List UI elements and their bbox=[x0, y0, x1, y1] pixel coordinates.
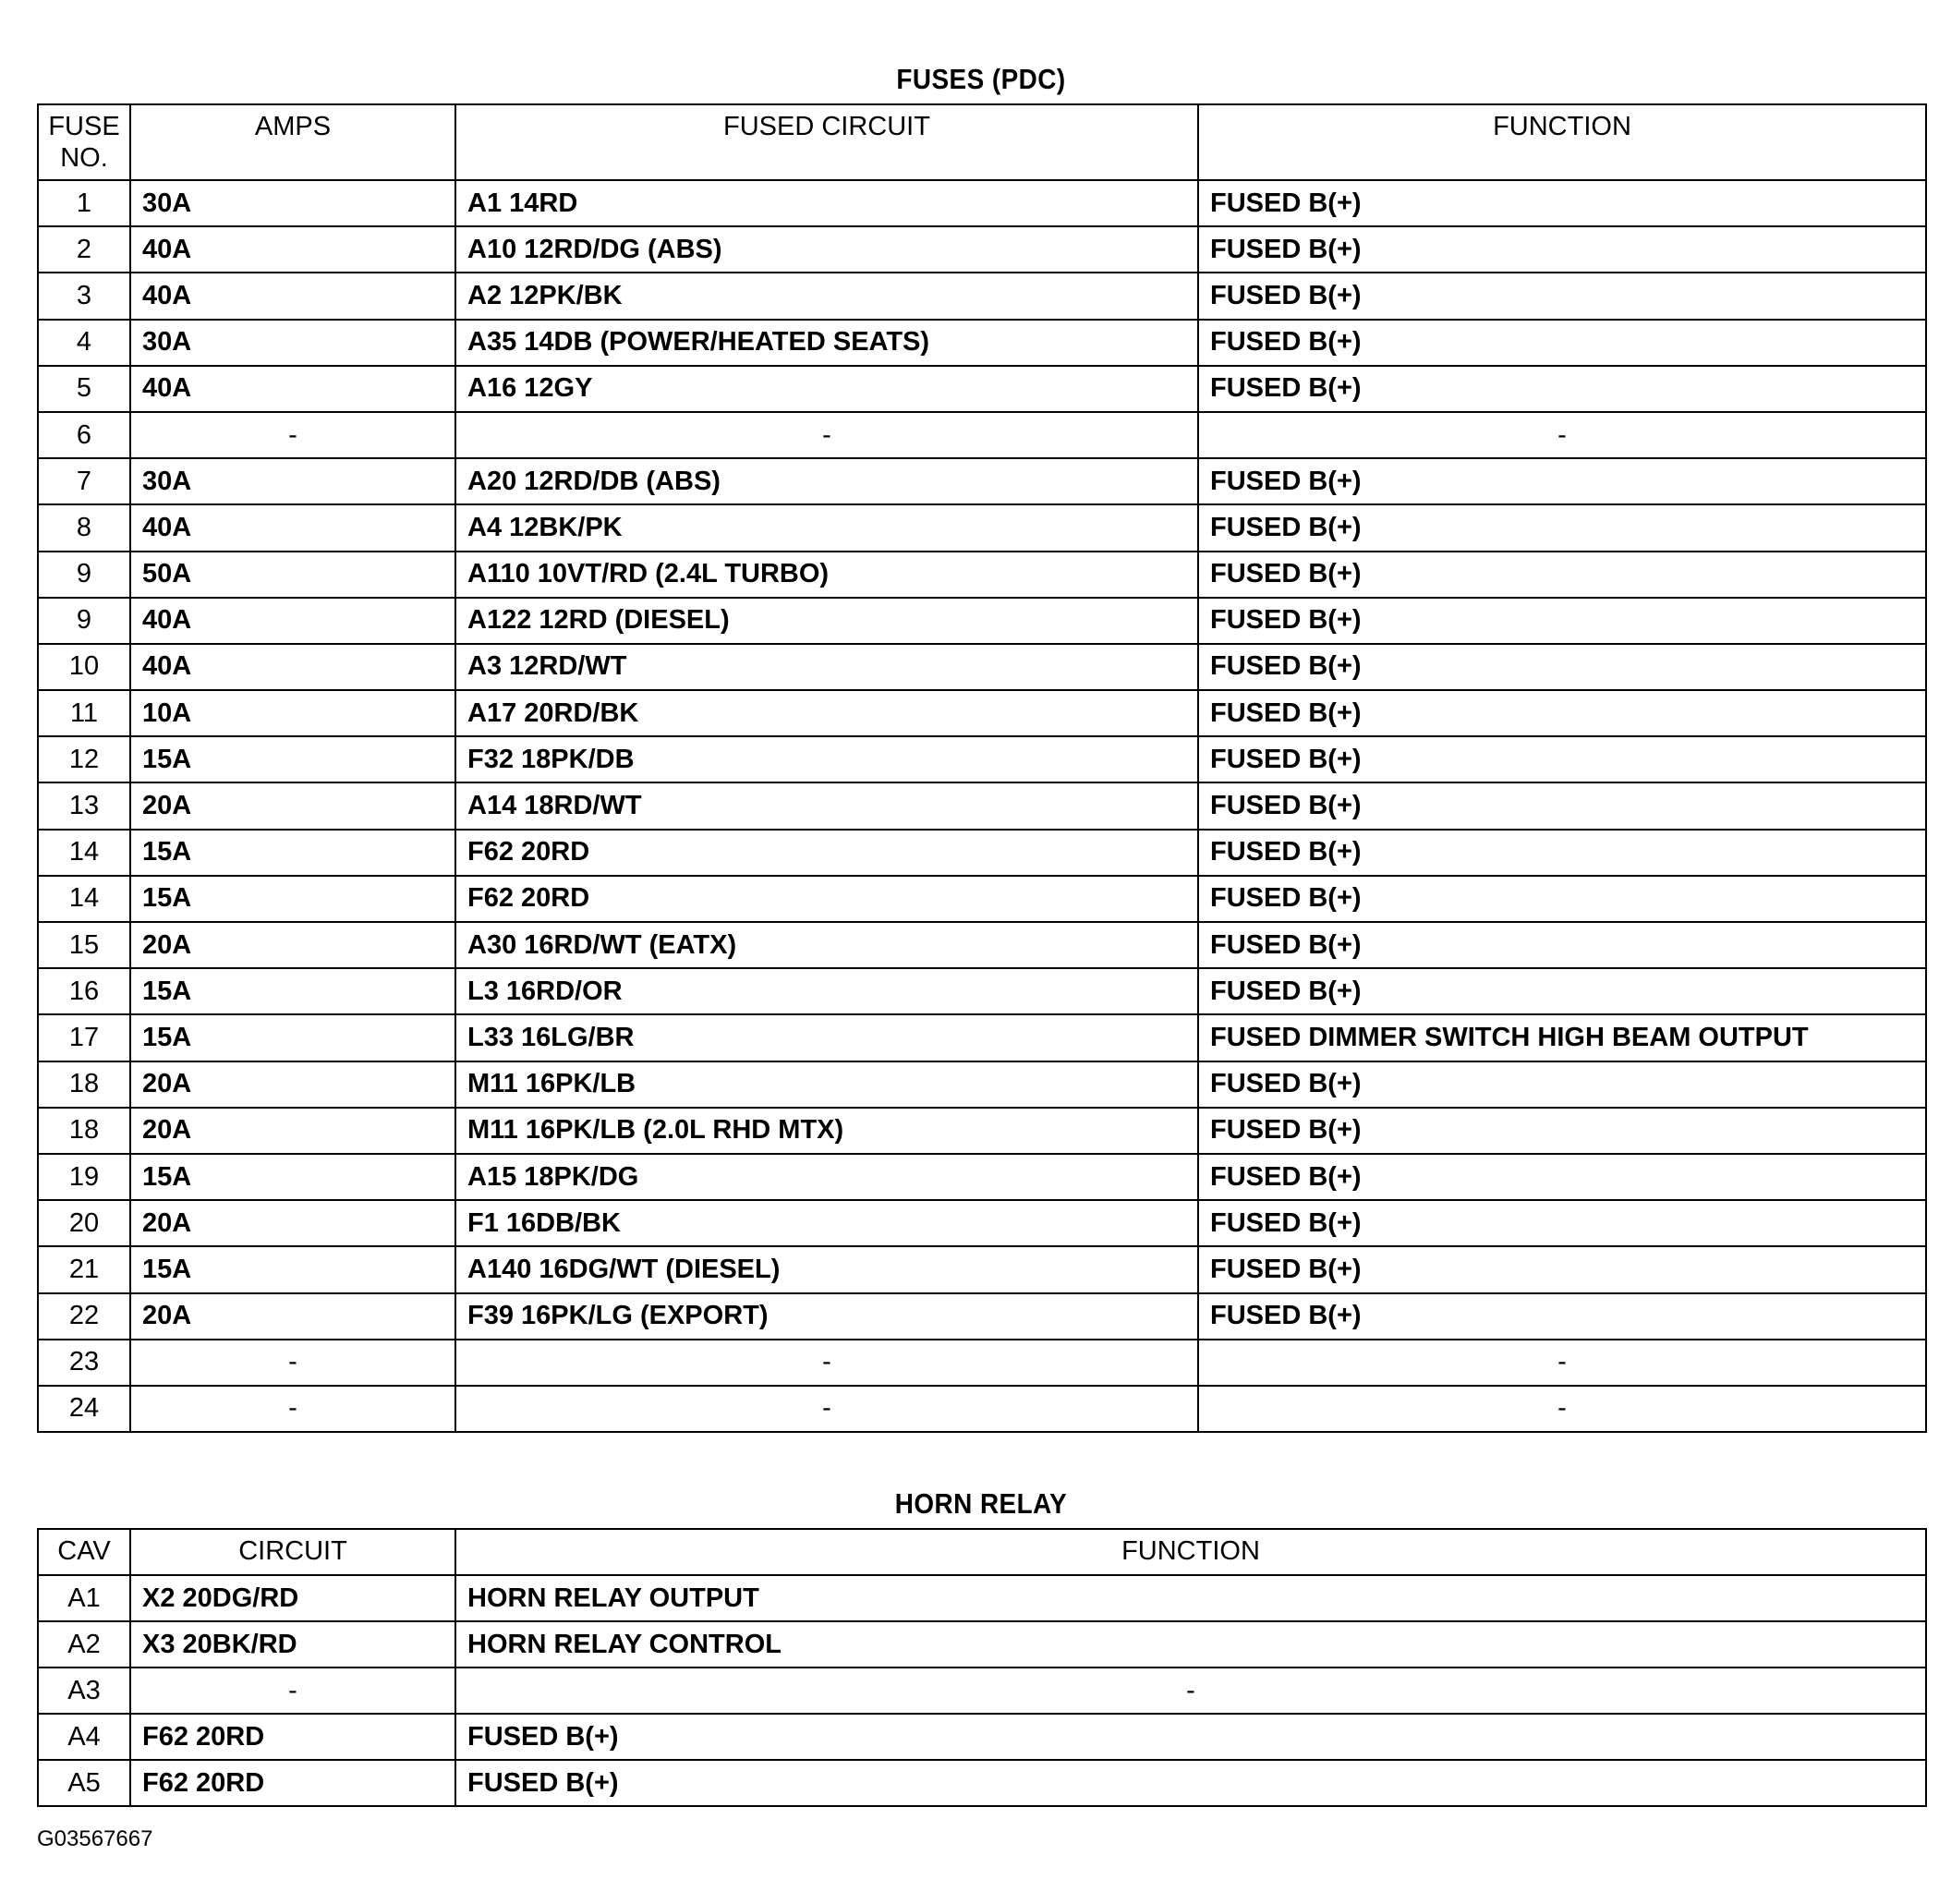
amps-cell: 40A bbox=[130, 226, 455, 273]
cav-cell: A5 bbox=[38, 1760, 130, 1806]
amps-cell: 40A bbox=[130, 273, 455, 319]
fuse-number-cell: 5 bbox=[38, 366, 130, 412]
function-cell: FUSED B(+) bbox=[1198, 1200, 1926, 1246]
circuit-header-label: CIRCUIT bbox=[238, 1536, 347, 1566]
function-cell: FUSED B(+) bbox=[1198, 1108, 1926, 1154]
table-row bbox=[38, 1575, 1926, 1621]
function-cell: FUSED B(+) bbox=[1198, 876, 1926, 922]
amps-cell: 10A bbox=[130, 690, 455, 736]
fuse-number-cell: 2 bbox=[38, 226, 130, 273]
table-row bbox=[38, 458, 1926, 504]
table-row bbox=[38, 180, 1926, 226]
amps-cell: 15A bbox=[130, 1246, 455, 1292]
table-row bbox=[38, 273, 1926, 319]
horn-function-cell: HORN RELAY OUTPUT bbox=[455, 1575, 1926, 1621]
amps-cell: 20A bbox=[130, 782, 455, 829]
table-row bbox=[38, 1621, 1926, 1668]
fuse-number-cell: 3 bbox=[38, 273, 130, 319]
fuse-number-cell: 14 bbox=[38, 830, 130, 876]
fused-circuit-cell: L3 16RD/OR bbox=[455, 968, 1198, 1014]
amps-header bbox=[130, 104, 455, 180]
function-cell: FUSED B(+) bbox=[1198, 366, 1926, 412]
fuse-number-cell: 18 bbox=[38, 1108, 130, 1154]
horn-relay-header-row bbox=[38, 1529, 1926, 1575]
table-row bbox=[38, 552, 1926, 598]
amps-cell: 40A bbox=[130, 366, 455, 412]
amps-cell: 30A bbox=[130, 320, 455, 366]
amps-cell: 20A bbox=[130, 922, 455, 968]
fused-circuit-cell: - bbox=[455, 1340, 1198, 1386]
fused-circuit-cell: A17 20RD/BK bbox=[455, 690, 1198, 736]
function-cell: FUSED B(+) bbox=[1198, 1246, 1926, 1292]
amps-cell: 15A bbox=[130, 1154, 455, 1200]
fused-circuit-cell: A4 12BK/PK bbox=[455, 504, 1198, 551]
fused-circuit-cell: F39 16PK/LG (EXPORT) bbox=[455, 1293, 1198, 1340]
fuse-number-cell: 6 bbox=[38, 412, 130, 458]
fused-circuit-cell: F32 18PK/DB bbox=[455, 736, 1198, 782]
horn-relay-table-body bbox=[38, 1575, 1926, 1806]
table-row bbox=[38, 412, 1926, 458]
fuse-number-cell: 24 bbox=[38, 1386, 130, 1432]
cav-cell: A2 bbox=[38, 1621, 130, 1668]
function-cell: FUSED B(+) bbox=[1198, 1061, 1926, 1108]
function-cell: FUSED B(+) bbox=[1198, 458, 1926, 504]
horn-function-cell: FUSED B(+) bbox=[455, 1760, 1926, 1806]
table-row bbox=[38, 366, 1926, 412]
horn-function-cell: - bbox=[455, 1668, 1926, 1714]
fuse-number-cell: 8 bbox=[38, 504, 130, 551]
function-cell: FUSED B(+) bbox=[1198, 552, 1926, 598]
horn-circuit-cell: X3 20BK/RD bbox=[130, 1621, 455, 1668]
fused-circuit-header bbox=[455, 104, 1198, 180]
fuse-number-cell: 1 bbox=[38, 180, 130, 226]
horn-function-header bbox=[455, 1529, 1926, 1575]
fuses-table-title: FUSES (PDC) bbox=[896, 63, 1066, 95]
horn-circuit-cell: X2 20DG/RD bbox=[130, 1575, 455, 1621]
function-cell: FUSED B(+) bbox=[1198, 830, 1926, 876]
fused-circuit-cell: L33 16LG/BR bbox=[455, 1014, 1198, 1061]
fuse-number-cell: 7 bbox=[38, 458, 130, 504]
amps-cell: 20A bbox=[130, 1108, 455, 1154]
amps-cell: 40A bbox=[130, 504, 455, 551]
table-row bbox=[38, 876, 1926, 922]
amps-cell: 20A bbox=[130, 1200, 455, 1246]
fused-circuit-cell: A30 16RD/WT (EATX) bbox=[455, 922, 1198, 968]
table-row bbox=[38, 644, 1926, 690]
fuse-number-cell: 11 bbox=[38, 690, 130, 736]
amps-cell: 40A bbox=[130, 644, 455, 690]
cav-header-label: CAV bbox=[57, 1536, 111, 1566]
fuse-number-cell: 13 bbox=[38, 782, 130, 829]
function-cell: FUSED B(+) bbox=[1198, 690, 1926, 736]
fused-circuit-cell: A14 18RD/WT bbox=[455, 782, 1198, 829]
table-row bbox=[38, 1386, 1926, 1432]
horn-function-header-label: FUNCTION bbox=[1121, 1536, 1260, 1566]
table-row bbox=[38, 736, 1926, 782]
function-cell: - bbox=[1198, 1386, 1926, 1432]
fuse-number-cell: 17 bbox=[38, 1014, 130, 1061]
function-cell: FUSED B(+) bbox=[1198, 598, 1926, 644]
fuses-header-row bbox=[38, 104, 1926, 180]
fused-circuit-cell: A10 12RD/DG (ABS) bbox=[455, 226, 1198, 273]
function-cell: FUSED DIMMER SWITCH HIGH BEAM OUTPUT bbox=[1198, 1014, 1926, 1061]
table-row bbox=[38, 1246, 1926, 1292]
fuse-number-cell: 16 bbox=[38, 968, 130, 1014]
table-row bbox=[38, 1154, 1926, 1200]
fuse-no-header bbox=[38, 104, 130, 180]
table-row bbox=[38, 968, 1926, 1014]
fused-circuit-cell: M11 16PK/LB (2.0L RHD MTX) bbox=[455, 1108, 1198, 1154]
function-cell: - bbox=[1198, 412, 1926, 458]
fuse-number-cell: 14 bbox=[38, 876, 130, 922]
amps-cell: 20A bbox=[130, 1061, 455, 1108]
amps-cell: - bbox=[130, 412, 455, 458]
fuse-number-cell: 15 bbox=[38, 922, 130, 968]
fuse-number-cell: 21 bbox=[38, 1246, 130, 1292]
table-row bbox=[38, 1061, 1926, 1108]
table-row bbox=[38, 1668, 1926, 1714]
fuse-number-cell: 4 bbox=[38, 320, 130, 366]
horn-circuit-cell: F62 20RD bbox=[130, 1760, 455, 1806]
fused-circuit-cell: A1 14RD bbox=[455, 180, 1198, 226]
fused-circuit-cell: F1 16DB/BK bbox=[455, 1200, 1198, 1246]
horn-circuit-cell: - bbox=[130, 1668, 455, 1714]
cav-cell: A3 bbox=[38, 1668, 130, 1714]
function-cell: FUSED B(+) bbox=[1198, 226, 1926, 273]
table-row bbox=[38, 922, 1926, 968]
fuse-number-cell: 9 bbox=[38, 552, 130, 598]
fuse-number-cell: 20 bbox=[38, 1200, 130, 1246]
fused-circuit-cell: A15 18PK/DG bbox=[455, 1154, 1198, 1200]
table-row bbox=[38, 1293, 1926, 1340]
fused-circuit-cell: A2 12PK/BK bbox=[455, 273, 1198, 319]
function-cell: FUSED B(+) bbox=[1198, 1154, 1926, 1200]
table-row bbox=[38, 226, 1926, 273]
horn-circuit-cell: F62 20RD bbox=[130, 1714, 455, 1760]
fused-circuit-cell: M11 16PK/LB bbox=[455, 1061, 1198, 1108]
fuse-no-header-line2: NO. bbox=[60, 143, 108, 173]
function-header bbox=[1198, 104, 1926, 180]
fused-circuit-cell: F62 20RD bbox=[455, 830, 1198, 876]
cav-cell: A4 bbox=[38, 1714, 130, 1760]
fuses-table bbox=[37, 103, 1927, 1433]
horn-relay-table bbox=[37, 1528, 1927, 1807]
table-row bbox=[38, 690, 1926, 736]
fuse-no-header-line1: FUSE bbox=[48, 112, 120, 141]
fused-circuit-cell: A140 16DG/WT (DIESEL) bbox=[455, 1246, 1198, 1292]
function-cell: FUSED B(+) bbox=[1198, 922, 1926, 968]
horn-relay-table-title: HORN RELAY bbox=[894, 1487, 1068, 1520]
amps-cell: 50A bbox=[130, 552, 455, 598]
fuse-number-cell: 19 bbox=[38, 1154, 130, 1200]
table-row bbox=[38, 1200, 1926, 1246]
function-cell: FUSED B(+) bbox=[1198, 180, 1926, 226]
amps-cell: - bbox=[130, 1340, 455, 1386]
fuse-number-cell: 18 bbox=[38, 1061, 130, 1108]
function-cell: - bbox=[1198, 1340, 1926, 1386]
amps-cell: 20A bbox=[130, 1293, 455, 1340]
function-cell: FUSED B(+) bbox=[1198, 644, 1926, 690]
function-cell: FUSED B(+) bbox=[1198, 1293, 1926, 1340]
horn-function-cell: HORN RELAY CONTROL bbox=[455, 1621, 1926, 1668]
fused-circuit-cell: A35 14DB (POWER/HEATED SEATS) bbox=[455, 320, 1198, 366]
fuse-number-cell: 9 bbox=[38, 598, 130, 644]
table-row bbox=[38, 1760, 1926, 1806]
function-cell: FUSED B(+) bbox=[1198, 320, 1926, 366]
horn-function-cell: FUSED B(+) bbox=[455, 1714, 1926, 1760]
table-row bbox=[38, 1108, 1926, 1154]
amps-cell: 15A bbox=[130, 876, 455, 922]
function-cell: FUSED B(+) bbox=[1198, 968, 1926, 1014]
amps-cell: 30A bbox=[130, 458, 455, 504]
fused-circuit-cell: - bbox=[455, 1386, 1198, 1432]
fuses-table-body bbox=[38, 180, 1926, 1432]
function-cell: FUSED B(+) bbox=[1198, 782, 1926, 829]
fused-circuit-header-label: FUSED CIRCUIT bbox=[723, 112, 930, 141]
amps-cell: 15A bbox=[130, 736, 455, 782]
table-row bbox=[38, 782, 1926, 829]
function-cell: FUSED B(+) bbox=[1198, 736, 1926, 782]
fuse-number-cell: 22 bbox=[38, 1293, 130, 1340]
amps-cell: 40A bbox=[130, 598, 455, 644]
table-row bbox=[38, 1340, 1926, 1386]
figure-id: G03567667 bbox=[37, 1826, 153, 1851]
table-row bbox=[38, 1714, 1926, 1760]
fused-circuit-cell: A20 12RD/DB (ABS) bbox=[455, 458, 1198, 504]
circuit-header bbox=[130, 1529, 455, 1575]
amps-cell: - bbox=[130, 1386, 455, 1432]
fuse-number-cell: 10 bbox=[38, 644, 130, 690]
amps-cell: 15A bbox=[130, 1014, 455, 1061]
function-cell: FUSED B(+) bbox=[1198, 273, 1926, 319]
function-cell: FUSED B(+) bbox=[1198, 504, 1926, 551]
fuse-number-cell: 12 bbox=[38, 736, 130, 782]
fuse-number-cell: 23 bbox=[38, 1340, 130, 1386]
fused-circuit-cell: A16 12GY bbox=[455, 366, 1198, 412]
fused-circuit-cell: A110 10VT/RD (2.4L TURBO) bbox=[455, 552, 1198, 598]
table-row bbox=[38, 598, 1926, 644]
cav-cell: A1 bbox=[38, 1575, 130, 1621]
cav-header bbox=[38, 1529, 130, 1575]
amps-cell: 15A bbox=[130, 968, 455, 1014]
fused-circuit-cell: F62 20RD bbox=[455, 876, 1198, 922]
table-row bbox=[38, 320, 1926, 366]
amps-cell: 30A bbox=[130, 180, 455, 226]
table-row bbox=[38, 1014, 1926, 1061]
amps-cell: 15A bbox=[130, 830, 455, 876]
function-header-label: FUNCTION bbox=[1493, 112, 1631, 141]
table-row bbox=[38, 830, 1926, 876]
fused-circuit-cell: A122 12RD (DIESEL) bbox=[455, 598, 1198, 644]
fused-circuit-cell: A3 12RD/WT bbox=[455, 644, 1198, 690]
fused-circuit-cell: - bbox=[455, 412, 1198, 458]
table-row bbox=[38, 504, 1926, 551]
amps-header-label: AMPS bbox=[254, 112, 332, 141]
